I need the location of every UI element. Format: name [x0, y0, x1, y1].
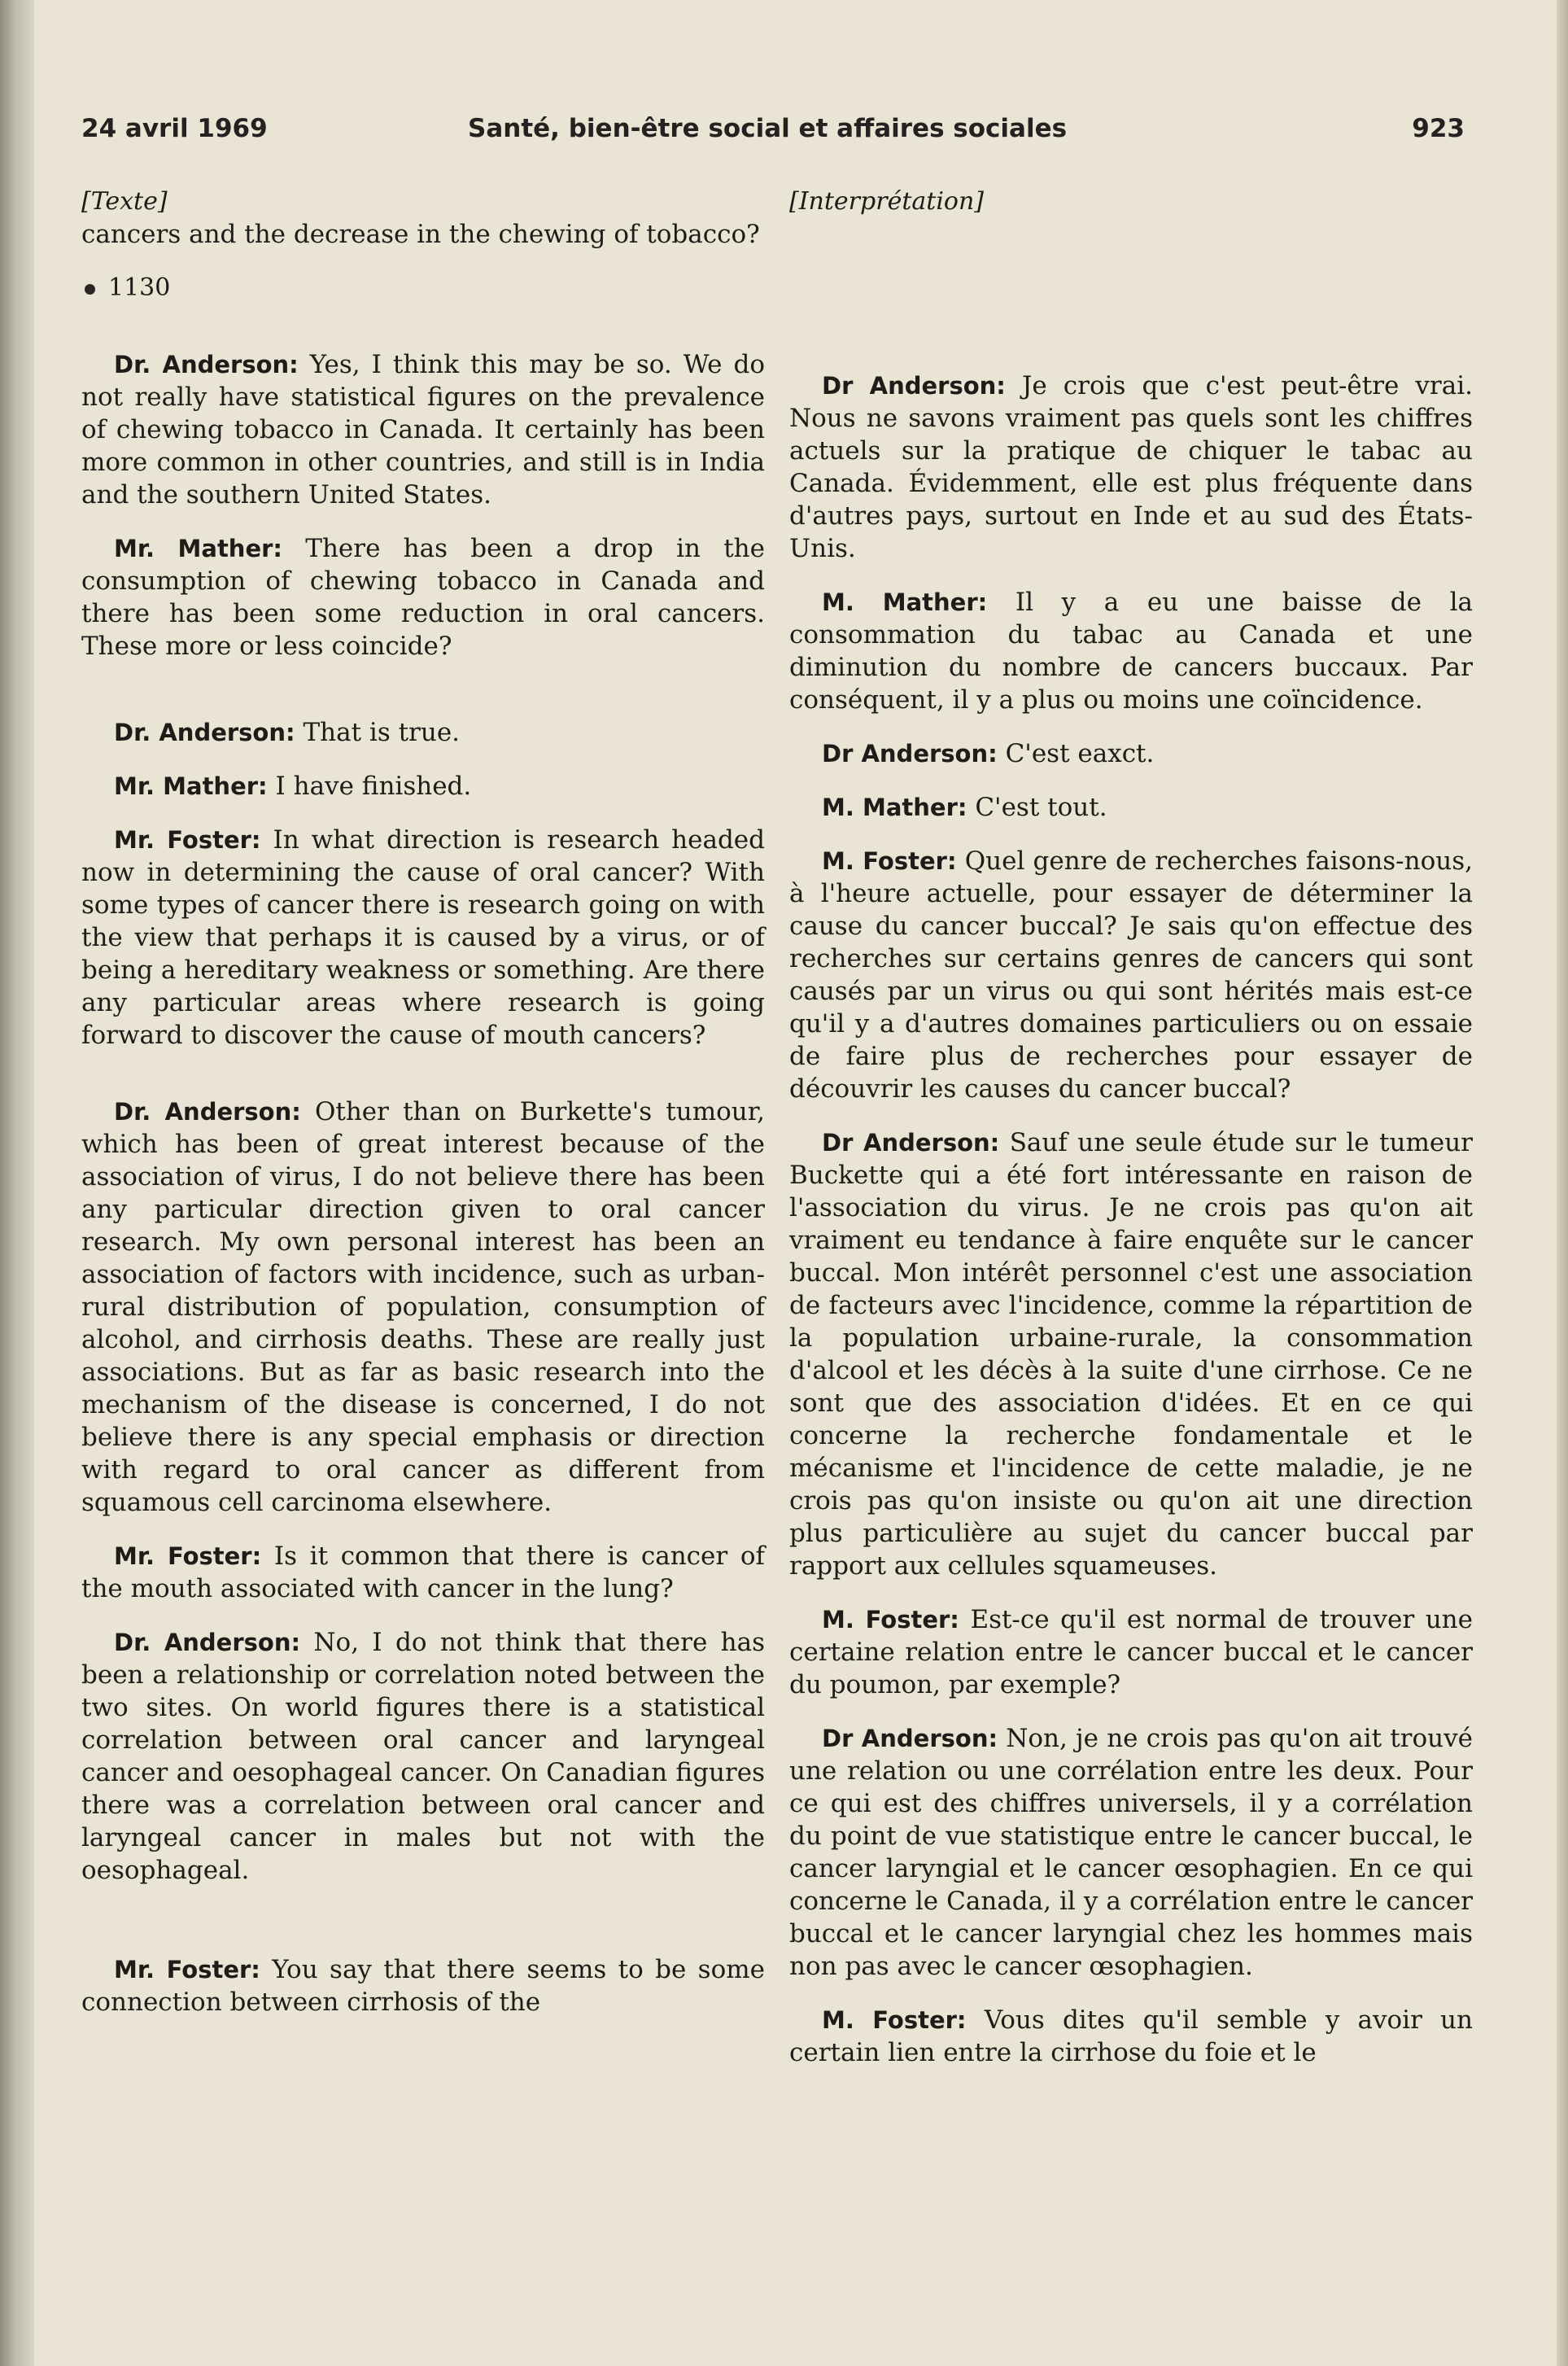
- speech-text: In what direction is research headed now in determining the cause of oral cancer? With some types of cancer there is research going on with the view that perhaps it is caused by a virus, or of being a hereditary weakness or something. Are there any particular areas where research is going forward to discover the cause of mouth cancers?: [81, 825, 765, 1050]
- speaker-name: M. Foster:: [822, 1606, 959, 1633]
- page-number: 923: [1412, 114, 1465, 143]
- left-column: [81, 186, 765, 2040]
- paragraph: [81, 348, 765, 511]
- time-marker-label: 1130: [108, 273, 171, 302]
- speaker-name: M. Foster:: [822, 847, 957, 875]
- speaker-name: Mr. Foster:: [114, 826, 261, 854]
- book-binding-edge: [0, 0, 34, 2366]
- paragraph: [789, 1603, 1473, 1701]
- speaker-name: Dr. Anderson:: [114, 351, 299, 378]
- speech-text: Quel genre de recherches faisons-nous, à l'heure actuelle, pour essayer de déterminer la cause du cancer buccal? Je sais qu'on effectue des recherches sur certains genres de cancers qui sont causés par un virus ou qui sont hérités mais est-ce qu'il y a d'autres domaines particuliers ou on essaie de faire plus de recherches pour essayer de découvrir les causes du cancer buccal?: [789, 846, 1473, 1104]
- speech-text: C'est eaxct.: [997, 739, 1155, 768]
- speech-text: Sauf une seule étude sur le tumeur Buckette qui a été fort intéressante en raison de l'association du virus. Je ne crois pas qu'on ait vraiment eu tendance à faire enquête sur le cancer buccal. Mon intérêt personnel c'est une association de facteurs avec l'incidence, comme la répartition de la population urbaine-rurale, la consommation d'alcool et les décès à la suite d'une cirrhose. Ce ne sont que des association d'idées. Et en ce qui concerne la recherche fondamentale et le mécanisme et l'incidence de cette maladie, je ne crois pas qu'on insiste ou qu'on ait une direction plus particulière au sujet du cancer buccal par rapport aux cellules squameuses.: [789, 1128, 1473, 1581]
- paragraph: [789, 1722, 1473, 1983]
- speech-text: Vous dites qu'il semble y avoir un certain lien entre la cirrhose du foie et le: [789, 2005, 1473, 2067]
- paragraph: [789, 586, 1473, 716]
- paragraph: [789, 791, 1473, 824]
- paragraph: [789, 1126, 1473, 1582]
- speaker-name: Dr. Anderson:: [114, 1098, 301, 1126]
- bullet-icon: [85, 284, 95, 295]
- speaker-name: Mr. Foster:: [114, 1542, 262, 1570]
- speaker-name: Dr. Anderson:: [114, 1629, 301, 1656]
- paragraph: [789, 2004, 1473, 2069]
- speaker-name: Dr. Anderson:: [114, 719, 295, 746]
- header-date: 24 avril 1969: [81, 114, 268, 143]
- speech-text: Il y a eu une baisse de la consommation du tabac au Canada et une diminution du nombre de cancers buccaux. Par conséquent, il y a plus ou moins une coïncidence.: [789, 588, 1473, 715]
- time-marker: [85, 272, 765, 304]
- speech-text: No, I do not think that there has been a relationship or correlation noted between the two sites. On world figures there is a statistical correlation between oral cancer and laryngeal cancer and oesophageal cancer. On Canadian figures there was a correlation between oral cancer and laryngeal cancer in males but not with the oesophageal.: [81, 1628, 765, 1885]
- paragraph: [789, 737, 1473, 770]
- paragraph: [81, 532, 765, 663]
- running-header: [81, 114, 1465, 150]
- paragraph: [81, 1626, 765, 1887]
- speech-text: I have finished.: [267, 772, 472, 801]
- speech-text: That is true.: [295, 718, 461, 747]
- speaker-name: Dr Anderson:: [822, 740, 998, 768]
- header-title: Santé, bien-être social et affaires sociales: [468, 114, 1068, 143]
- speaker-name: Mr. Mather:: [114, 535, 283, 562]
- speech-text: You say that there seems to be some connection between cirrhosis of the: [81, 1955, 765, 2017]
- speech-text: Other than on Burkette's tumour, which has been of great interest because of the association of virus, I do not believe there has been any particular direction given to oral cancer research. My own personal interest has been an association of factors with incidence, such as urban-rural distribution of population, consumption of alcohol, and cirrhosis deaths. These are really just associations. But as far as basic research into the mechanism of the disease is concerned, I do not believe there is any special emphasis or direction with regard to oral cancer as different from squamous cell carcinoma elsewhere.: [81, 1097, 765, 1517]
- speaker-name: Dr Anderson:: [822, 372, 1006, 400]
- column-label-interpretation: [Interprétation]: [789, 187, 985, 216]
- paragraph: [81, 770, 765, 803]
- speaker-name: M. Foster:: [822, 2006, 967, 2034]
- page-edge: [1557, 0, 1568, 2366]
- paragraph: [81, 1540, 765, 1605]
- speech-text: Is it common that there is cancer of the mouth associated with cancer in the lung?: [81, 1542, 766, 1603]
- right-column: [789, 186, 1473, 2090]
- speech-text: C'est tout.: [967, 793, 1107, 822]
- intro-paragraph: cancers and the decrease in the chewing of tobacco?: [81, 220, 760, 249]
- paragraph: [789, 370, 1473, 565]
- paragraph: [789, 845, 1473, 1105]
- speaker-name: Mr. Foster:: [114, 1956, 260, 1983]
- paragraph: [81, 824, 765, 1052]
- paragraph: [81, 716, 765, 749]
- speaker-name: Mr. Mather:: [114, 772, 268, 800]
- speech-text: Yes, I think this may be so. We do not really have statistical figures on the prevalence of chewing tobacco in Canada. It certainly has been more common in other countries, and still is in India and the southern United States.: [81, 350, 765, 509]
- speaker-name: M. Mather:: [822, 794, 967, 821]
- speech-text: Est-ce qu'il est normal de trouver une certaine relation entre le cancer buccal et le cancer du poumon, par exemple?: [789, 1605, 1473, 1699]
- speech-text: Je crois que c'est peut-être vrai. Nous ne savons vraiment pas quels sont les chiffres actuels sur la pratique de chiquer le tabac au Canada. Évidemment, elle est plus fréquente dans d'autres pays, surtout en Inde et au sud des États-Unis.: [789, 371, 1473, 563]
- paragraph: [81, 1096, 765, 1519]
- paragraph: [81, 1953, 765, 2018]
- speaker-name: M. Mather:: [822, 588, 988, 616]
- speech-text: Non, je ne crois pas qu'on ait trouvé une relation ou une corrélation entre les deux. Pour ce qui est des chiffres universels, il y a corrélation du point de vue statistique entre le cancer buccal, le cancer laryngial et le cancer œsophagien. En ce qui concerne le Canada, il y a corrélation entre le cancer buccal et le cancer laryngial chez les hommes mais non pas avec le cancer œsophagien.: [789, 1724, 1473, 1981]
- speech-text: There has been a drop in the consumption of chewing tobacco in Canada and there has been some reduction in oral cancers. These more or less coincide?: [81, 534, 765, 661]
- column-label-texte: [Texte]: [81, 187, 168, 216]
- speaker-name: Dr Anderson:: [822, 1129, 1000, 1157]
- speaker-name: Dr Anderson:: [822, 1725, 998, 1752]
